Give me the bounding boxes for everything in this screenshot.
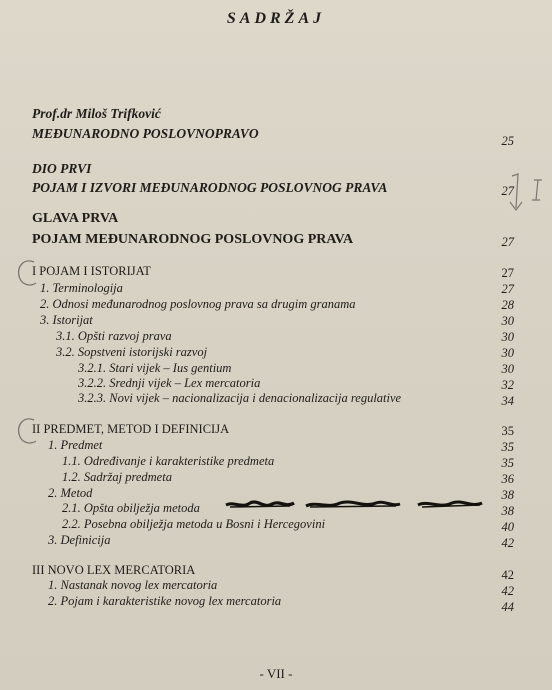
toc-item-page: 35 [501,440,514,454]
toc-item: 3.2.3. Novi vijek – nacionalizacija i denacionalizacija regulative [78,391,402,405]
toc-item: 2. Pojam i karakteristike novog lex mercatoria [48,594,282,608]
pencil-circle-mark [14,256,40,290]
toc-item: 2. Metod [48,486,93,500]
toc-item-page: 42 [501,536,514,550]
pencil-annotation-mark [500,168,550,218]
chapter-title: POJAM MEĐUNARODNOG POSLOVNOG PRAVA [32,232,354,247]
part-title-page: 27 [501,184,514,198]
section-page: 27 [501,266,514,280]
section-title: III NOVO LEX MERCATORIA [32,563,196,577]
toc-item-page: 30 [501,314,514,328]
section-title: I POJAM I ISTORIJAT [32,264,151,278]
toc-item: 3.2. Sopstveni istorijski razvoj [56,345,208,359]
toc-item-page: 35 [501,456,514,470]
toc-item: 1. Predmet [48,438,103,452]
toc-item-page: 30 [501,346,514,360]
toc-item-page: 40 [501,520,514,534]
author-name: Prof.dr Miloš Trifković [32,106,161,121]
toc-item-page: 27 [501,282,514,296]
toc-item: 2.1. Opšta obilježja metoda [62,501,200,515]
toc-item: 3. Istorijat [40,313,93,327]
toc-item: 3.2.1. Stari vijek – Ius gentium [78,361,232,375]
toc-item-page: 32 [501,378,514,392]
toc-item-page: 42 [501,584,514,598]
toc-item: 3.2.2. Srednji vijek – Lex mercatoria [78,376,261,390]
toc-item: 1.1. Određivanje i karakteristike predmeta [62,454,275,468]
toc-item-page: 30 [501,362,514,376]
page-number: - VII - [259,666,293,681]
toc-item-page: 38 [501,504,514,518]
section-page: 42 [501,568,514,582]
toc-item-page: 36 [501,472,514,486]
part-title: POJAM I IZVORI MEĐUNARODNOG POSLOVNOG PRAVA [32,180,388,195]
part-label: DIO PRVI [32,161,92,176]
toc-item-page: 44 [501,600,514,614]
toc-item: 3.1. Opšti razvoj prava [56,329,172,343]
toc-item: 2. Odnosi međunarodnog poslovnog prava sa drugim granama [40,297,356,311]
book-title-page: 25 [501,134,514,148]
toc-item: 1. Terminologija [40,281,123,295]
pencil-circle-mark [14,414,40,448]
page-heading: SADRŽAJ [226,10,326,27]
toc-item-page: 34 [501,394,514,408]
toc-item-page: 28 [501,298,514,312]
toc-item: 1.2. Sadržaj predmeta [62,470,172,484]
toc-item: 3. Definicija [48,533,111,547]
section-page: 35 [501,424,514,438]
scribble-mark [224,497,486,515]
chapter-label: GLAVA PRVA [32,211,119,226]
toc-item: 1. Nastanak novog lex mercatoria [48,578,218,592]
toc-item: 2.2. Posebna obilježja metoda u Bosni i Hercegovini [62,517,326,531]
chapter-title-page: 27 [501,235,514,249]
section-title: II PREDMET, METOD I DEFINICIJA [32,422,230,436]
book-title: MEĐUNARODNO POSLOVNOPRAVO [32,126,259,141]
toc-item-page: 38 [501,488,514,502]
toc-item-page: 30 [501,330,514,344]
